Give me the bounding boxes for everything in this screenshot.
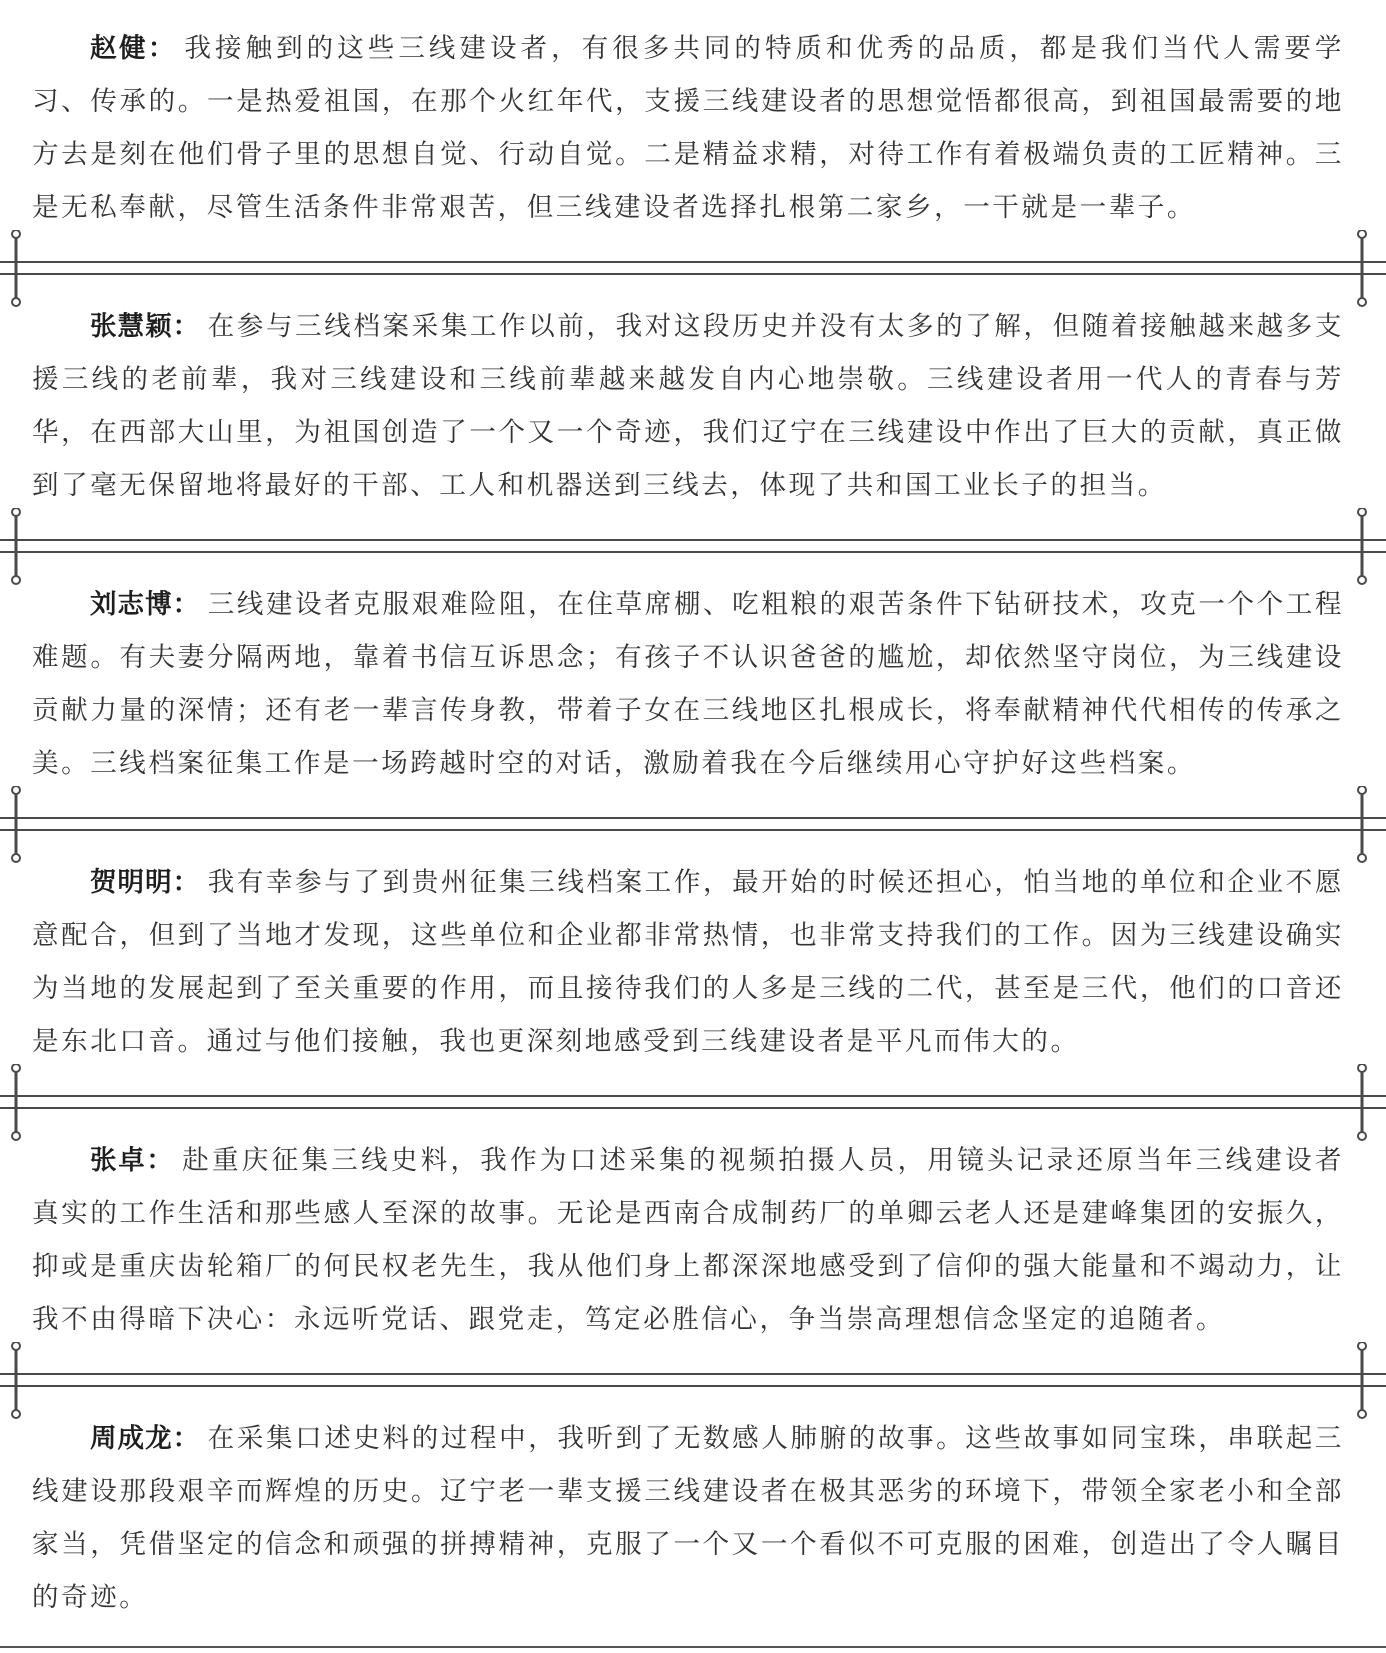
testimony-section-6 [32,1412,1344,1624]
testimony-text: 在采集口述史料的过程中，我听到了无数感人肺腑的故事。这些故事如同宝珠，串联起三线建设那段艰辛而辉煌的历史。辽宁老一辈支援三线建设者在极其恶劣的环境下，带领全家老小和全部家当，凭借坚定的信念和顽强的拼搏精神，克服了一个又一个看似不可克服的困难，创造出了令人瞩目的奇迹。 [32,1423,1344,1613]
divider-rule-graphic [0,786,1386,866]
testimony-paragraph [32,856,1344,1068]
testimony-section-5 [32,1134,1344,1346]
testimony-section-4 [32,856,1344,1068]
speaker-name: 刘志博 [90,589,173,620]
section-divider [0,1342,1386,1422]
divider-rule-graphic [0,1342,1386,1422]
testimony-section-3 [32,578,1344,790]
speaker-colon: ： [172,1423,202,1454]
speaker-colon: ： [147,33,179,64]
testimony-text: 赴重庆征集三线史料，我作为口述采集的视频拍摄人员，用镜头记录还原当年三线建设者真实的工作生活和那些感人至深的故事。无论是西南合成制药厂的单卿云老人还是建峰集团的安振久，抑或是重庆齿轮箱厂的何民权老先生，我从他们身上都深深地感受到了信仰的强大能量和不竭动力，让我不由得暗下决心：永远听党话、跟党走，笃定必胜信心，争当崇高理想信念坚定的追随者。 [32,1145,1344,1335]
section-divider [0,230,1386,310]
speaker-name: 周成龙 [90,1423,173,1454]
bottom-rule [0,1646,1386,1648]
testimony-text: 在参与三线档案采集工作以前，我对这段历史并没有太多的了解，但随着接触越来越多支援三线的老前辈，我对三线建设和三线前辈越来越发自内心地崇敬。三线建设者用一代人的青春与芳华，在西部大山里，为祖国创造了一个又一个奇迹，我们辽宁在三线建设中作出了巨大的贡献，真正做到了毫无保留地将最好的干部、工人和机器送到三线去，体现了共和国工业长子的担当。 [32,311,1344,501]
speaker-name: 张慧颖 [90,311,173,342]
testimony-text: 我有幸参与了到贵州征集三线档案工作，最开始的时候还担心，怕当地的单位和企业不愿意配合，但到了当地才发现，这些单位和企业都非常热情，也非常支持我们的工作。因为三线建设确实为当地的发展起到了至关重要的作用，而且接待我们的人多是三线的二代，甚至是三代，他们的口音还是东北口音。通过与他们接触，我也更深刻地感受到三线建设者是平凡而伟大的。 [32,867,1344,1057]
testimony-text: 我接触到的这些三线建设者，有很多共同的特质和优秀的品质，都是我们当代人需要学习、传承的。一是热爱祖国，在那个火红年代，支援三线建设者的思想觉悟都很高，到祖国最需要的地方去是刻在他们骨子里的思想自觉、行动自觉。二是精益求精，对待工作有着极端负责的工匠精神。三是无私奉献，尽管生活条件非常艰苦，但三线建设者选择扎根第二家乡，一干就是一辈子。 [32,33,1344,223]
speaker-name: 张卓 [90,1145,147,1176]
speaker-colon: ： [172,867,202,898]
testimony-paragraph [32,1134,1344,1346]
section-divider [0,508,1386,588]
divider-rule-graphic [0,508,1386,588]
speaker-colon: ： [172,589,202,620]
section-divider [0,1064,1386,1144]
speaker-colon: ： [146,1145,177,1176]
testimony-paragraph [32,578,1344,790]
divider-rule-graphic [0,230,1386,310]
testimony-section-1 [32,22,1344,234]
testimony-text: 三线建设者克服艰难险阻，在住草席棚、吃粗粮的艰苦条件下钻研技术，攻克一个个工程难题。有夫妻分隔两地，靠着书信互诉思念；有孩子不认识爸爸的尴尬，却依然坚守岗位，为三线建设贡献力量的深情；还有老一辈言传身教，带着子女在三线地区扎根成长，将奉献精神代代相传的传承之美。三线档案征集工作是一场跨越时空的对话，激励着我在今后继续用心守护好这些档案。 [32,589,1344,779]
divider-rule-graphic [0,1064,1386,1144]
speaker-colon: ： [172,311,202,342]
section-divider [0,786,1386,866]
speaker-name: 贺明明 [90,867,173,898]
speaker-name: 赵健 [90,33,148,64]
testimony-section-2 [32,300,1344,512]
testimony-paragraph [32,22,1344,234]
testimony-paragraph [32,1412,1344,1624]
testimony-paragraph [32,300,1344,512]
